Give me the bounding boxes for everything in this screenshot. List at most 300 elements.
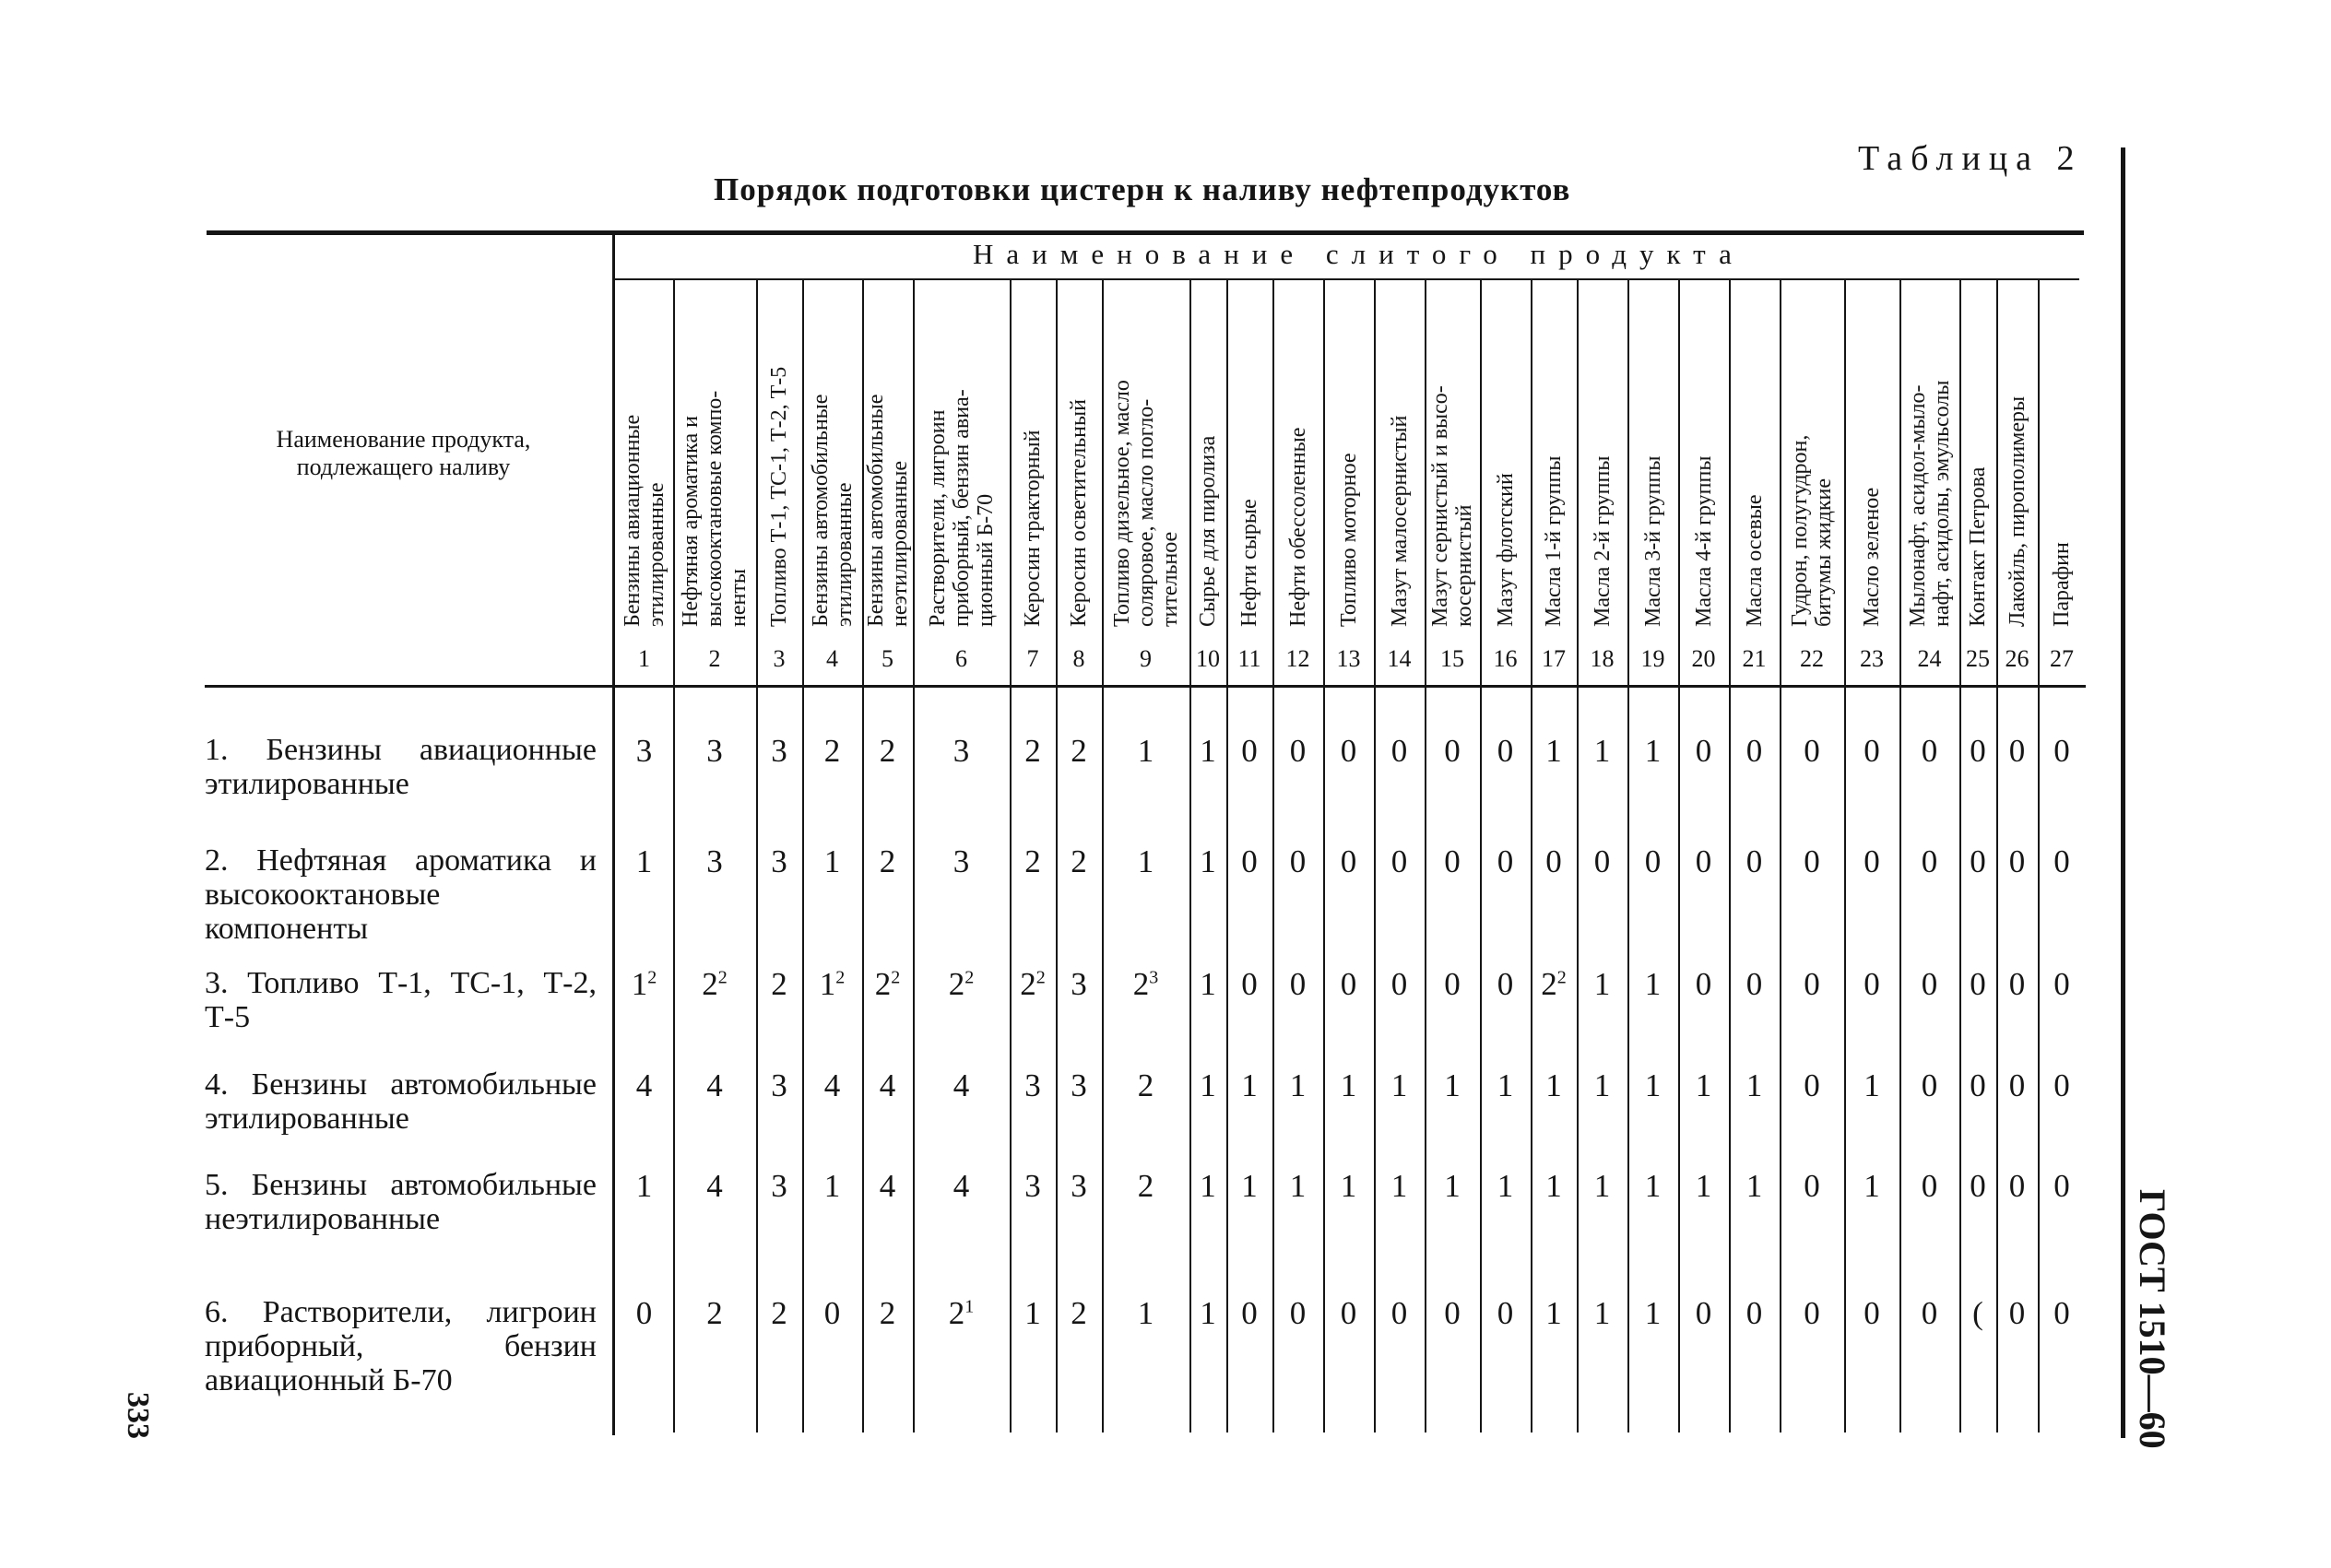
table-title: Порядок подготовки цистерн к наливу нефтепродуктов [714, 171, 1571, 207]
table-cell [673, 733, 756, 770]
table-cell [1226, 1295, 1272, 1332]
cell-value: 1 [1444, 1067, 1461, 1103]
column-header-24 [1906, 381, 1954, 627]
table-cell [1577, 1295, 1627, 1332]
table-cell [1323, 843, 1374, 880]
top-rule [207, 230, 2084, 235]
cell-value: 3 [706, 843, 723, 879]
table-cell [673, 1295, 756, 1332]
cell-value: 0 [2053, 1168, 2070, 1204]
table-cell [1678, 733, 1729, 770]
column-header-line: Нефти обессоленные [1285, 427, 1310, 627]
column-header-6 [926, 389, 998, 627]
table-cell [1272, 843, 1323, 880]
column-header-line: Масла 3-й группы [1640, 455, 1665, 627]
cell-value: 1 [631, 966, 648, 1002]
cell-value: 1 [1340, 1067, 1357, 1103]
cell-footnote-mark: 2 [717, 967, 728, 988]
column-number: 18 [1590, 645, 1615, 672]
cell-value: 1 [1593, 1168, 1611, 1204]
table-cell [615, 1295, 673, 1332]
table-cell [913, 1295, 1010, 1332]
cell-footnote-mark: 3 [1149, 967, 1159, 988]
cell-value: 0 [1804, 966, 1820, 1002]
cell-value: 0 [2053, 1067, 2070, 1103]
table-cell [615, 966, 673, 1003]
cell-value: 0 [1804, 1168, 1820, 1204]
cell-value: 0 [1241, 1295, 1258, 1331]
cell-value: 3 [771, 1067, 787, 1103]
table-cell [1102, 1295, 1189, 1332]
column-header-10 [1196, 436, 1220, 627]
column-number: 7 [1026, 645, 1039, 672]
table-cell [1374, 1067, 1425, 1104]
cell-value: 0 [1390, 966, 1408, 1002]
cell-value: 2 [874, 966, 892, 1002]
column-header-line: косернистый [1452, 504, 1476, 627]
cell-value: 0 [1444, 733, 1461, 769]
column-header-line: Сырье для пиролиза [1196, 435, 1220, 627]
table-cell [1010, 1295, 1056, 1332]
table-cell [1480, 966, 1531, 1003]
cell-value: 1 [1200, 843, 1216, 879]
cell-value: 0 [1390, 733, 1408, 769]
cell-value: 0 [1340, 966, 1357, 1002]
column-header-line: нафт, асидолы, эмульсолы [1929, 380, 1954, 627]
cell-value: 4 [879, 1067, 896, 1103]
table-cell [1102, 843, 1189, 880]
cell-value: 0 [2053, 966, 2070, 1002]
column-header-line: этилированные [644, 482, 669, 627]
cell-value: 3 [771, 733, 787, 769]
column-number: 24 [1917, 645, 1942, 672]
table-cell [2038, 1168, 2086, 1205]
cell-value: 1 [1864, 1067, 1880, 1103]
column-number: 20 [1691, 645, 1716, 672]
table-cell [1189, 1168, 1226, 1205]
table-cell [2038, 843, 2086, 880]
column-header-line: Мазут флотский [1493, 473, 1518, 627]
cell-value: 1 [1137, 843, 1154, 879]
table-cell [1102, 733, 1189, 770]
cell-value: 0 [2053, 733, 2070, 769]
cell-value: 0 [1921, 1295, 1938, 1331]
cell-value: 4 [706, 1168, 723, 1204]
column-header-line: Растворители, лигроин [925, 409, 950, 627]
table-cell [862, 843, 913, 880]
column-number: 19 [1640, 645, 1665, 672]
table-cell [1959, 843, 1996, 880]
table-cell [1226, 1067, 1272, 1104]
cell-value: 0 [1970, 1168, 1986, 1204]
cell-value: 1 [635, 843, 653, 879]
column-header-line: Мазут сернистый и высо- [1428, 385, 1452, 627]
table-cell [913, 1067, 1010, 1104]
cell-value: 1 [1593, 966, 1611, 1002]
column-header-line: Масла осевые [1742, 494, 1767, 627]
row-name: 5. Бензины автомобильные неэтилированные [205, 1168, 597, 1236]
cell-value: 2 [1024, 733, 1041, 769]
cell-value: 1 [1593, 1295, 1611, 1331]
cell-value: 1 [1200, 1168, 1216, 1204]
table-cell [1899, 843, 1959, 880]
table-cell [1425, 1067, 1480, 1104]
table-cell [1425, 733, 1480, 770]
table-cell [1102, 966, 1189, 1003]
standard-label: ГОСТ 1510—60 [2132, 1189, 2173, 1449]
column-header-27 [2050, 542, 2074, 627]
table-cell [1323, 733, 1374, 770]
cell-value: 0 [1745, 1295, 1763, 1331]
row-name: 4. Бензины автомобильные этилированные [205, 1067, 597, 1136]
table-cell [1272, 1168, 1323, 1205]
column-header-line: Бензины автомобильные [863, 394, 888, 627]
cell-value: 0 [1289, 733, 1307, 769]
table-cell [1531, 1168, 1577, 1205]
table-cell [1844, 1067, 1899, 1104]
cell-value: 0 [1804, 843, 1820, 879]
table-cell [1425, 966, 1480, 1003]
page-number: 333 [121, 1392, 155, 1439]
cell-value: 1 [1241, 1168, 1258, 1204]
cell-value: 0 [1745, 966, 1763, 1002]
table-cell [1996, 966, 2038, 1003]
table-cell [1374, 733, 1425, 770]
cell-value: 1 [1545, 733, 1562, 769]
cell-value: 1 [1644, 1067, 1662, 1103]
cell-value: 0 [1921, 966, 1938, 1002]
table-cell [862, 1295, 913, 1332]
column-header-line: соляровое, масло погло- [1133, 398, 1158, 627]
cell-value: 0 [1497, 966, 1514, 1002]
cell-value: 0 [1695, 1295, 1712, 1331]
table-cell [2038, 1295, 2086, 1332]
table-cell [756, 1168, 802, 1205]
table-cell [802, 843, 862, 880]
table-cell [1678, 1295, 1729, 1332]
column-header-26 [2006, 396, 2029, 627]
table-cell [1056, 1067, 1102, 1104]
table-cell [615, 843, 673, 880]
table-cell [2038, 966, 2086, 1003]
table-cell [673, 966, 756, 1003]
column-header-19 [1641, 456, 1665, 627]
table-cell [1959, 1067, 1996, 1104]
cell-value: 1 [1289, 1067, 1307, 1103]
cell-value: 2 [771, 966, 787, 1002]
cell-value: 0 [1497, 733, 1514, 769]
table-cell [1959, 733, 1996, 770]
table-cell [1374, 1168, 1425, 1205]
table-cell [1374, 966, 1425, 1003]
column-header-17 [1542, 456, 1566, 627]
cell-value: 0 [1545, 843, 1562, 879]
cell-value: 0 [1497, 843, 1514, 879]
table-cell [1678, 1168, 1729, 1205]
table-cell [1577, 733, 1627, 770]
cell-value: 3 [706, 733, 723, 769]
column-header-2 [679, 391, 751, 627]
column-header-18 [1591, 456, 1615, 627]
cell-value: 0 [1390, 1295, 1408, 1331]
row-name: 3. Топливо Т-1, ТС-1, Т-2, Т-5 [205, 966, 597, 1034]
table-cell [1226, 843, 1272, 880]
cell-footnote-mark: 2 [647, 967, 657, 988]
column-number: 11 [1237, 645, 1261, 672]
table-cell [862, 733, 913, 770]
cell-value: 1 [635, 1168, 653, 1204]
column-header-line: Топливо моторное [1336, 453, 1361, 627]
cell-value: 3 [1071, 966, 1087, 1002]
cell-footnote-mark: 2 [891, 967, 901, 988]
cell-value: 4 [953, 1067, 970, 1103]
column-header-line: Контакт Петрова [1966, 466, 1990, 627]
cell-value: 0 [2008, 966, 2026, 1002]
row-header: Наименование продукта, подлежащего наливу [276, 426, 531, 480]
cell-value: 3 [953, 733, 970, 769]
cell-value: 3 [1071, 1168, 1087, 1204]
column-number: 23 [1860, 645, 1884, 672]
column-header-line: Мылонафт, асидол-мыло- [1905, 384, 1930, 627]
column-header-15 [1428, 385, 1476, 627]
table-cell [1627, 1168, 1678, 1205]
cell-value: 0 [635, 1295, 653, 1331]
table-cell [1627, 843, 1678, 880]
cell-value: 0 [1695, 843, 1712, 879]
cell-value: 0 [1745, 843, 1763, 879]
cell-value: 0 [1444, 966, 1461, 1002]
cell-value: 4 [953, 1168, 970, 1204]
column-header-line: Мазут малосернистый [1387, 415, 1412, 627]
column-header-line: Масла 2-й группы [1590, 455, 1615, 627]
table-cell [1729, 733, 1780, 770]
table-cell [1844, 733, 1899, 770]
column-number: 3 [773, 645, 786, 672]
table-cell [1323, 1168, 1374, 1205]
table-cell [1959, 966, 1996, 1003]
table-cell [1899, 1168, 1959, 1205]
cell-value: 0 [1340, 843, 1357, 879]
table-cell [1959, 1168, 1996, 1205]
cell-value: 4 [879, 1168, 896, 1204]
column-header-16 [1494, 473, 1518, 627]
table-cell [1899, 1295, 1959, 1332]
table-cell [1531, 1067, 1577, 1104]
cell-value: 2 [1020, 966, 1036, 1002]
cell-value: 2 [1071, 733, 1087, 769]
column-header-line: высокооктановые компо- [703, 390, 727, 627]
row-name: 2. Нефтяная ароматика и высокооктановые компоненты [205, 843, 597, 946]
cell-value: 0 [1970, 733, 1986, 769]
table-cell [1780, 1295, 1844, 1332]
cell-value: 0 [1241, 733, 1258, 769]
table-cell [1996, 733, 2038, 770]
table-cell [1959, 1295, 1996, 1332]
cell-value: 2 [706, 1295, 723, 1331]
cell-footnote-mark: 2 [835, 967, 846, 988]
cell-value: 1 [1644, 1295, 1662, 1331]
table-cell [673, 1067, 756, 1104]
table-cell [1531, 966, 1577, 1003]
column-number: 4 [826, 645, 838, 672]
cell-value: 0 [1970, 843, 1986, 879]
table-cell [1010, 733, 1056, 770]
table-cell [802, 1067, 862, 1104]
cell-value: 1 [1695, 1067, 1712, 1103]
table-cell [1480, 1067, 1531, 1104]
table-cell [802, 733, 862, 770]
cell-value: 1 [1644, 733, 1662, 769]
table-cell [1056, 966, 1102, 1003]
table-label: Таблица 2 [1858, 139, 2083, 178]
cell-value: 0 [1745, 733, 1763, 769]
table-cell [1056, 843, 1102, 880]
cell-value: 0 [823, 1295, 841, 1331]
cell-value: 4 [635, 1067, 653, 1103]
cell-value: 3 [1071, 1067, 1087, 1103]
cell-value: 1 [1545, 1168, 1562, 1204]
column-number: 26 [2005, 645, 2029, 672]
cell-value: 0 [2053, 843, 2070, 879]
cell-value: 1 [1497, 1168, 1514, 1204]
table-cell [756, 843, 802, 880]
table-cell [673, 843, 756, 880]
table-cell [2038, 733, 2086, 770]
cell-value: 0 [1804, 1067, 1820, 1103]
cell-value: 1 [1200, 966, 1216, 1002]
table-cell [1425, 1168, 1480, 1205]
column-header-line: Нефти сырые [1237, 499, 1261, 627]
cell-value: 1 [1444, 1168, 1461, 1204]
column-header-line: Керосин тракторный [1021, 430, 1045, 627]
cell-value: 4 [823, 1067, 841, 1103]
table-cell [615, 733, 673, 770]
table-cell [1844, 1168, 1899, 1205]
table-cell [1189, 843, 1226, 880]
table-cell [1780, 733, 1844, 770]
table-cell [862, 1168, 913, 1205]
column-number: 16 [1493, 645, 1518, 672]
table-cell [1627, 733, 1678, 770]
cell-value: 0 [1390, 843, 1408, 879]
cell-value: 0 [1340, 733, 1357, 769]
cell-value: 2 [879, 1295, 896, 1331]
right-margin-rule [2121, 147, 2125, 1438]
group-header: Наименование слитого продукта [973, 238, 1745, 270]
table-cell [1226, 1168, 1272, 1205]
cell-value: 0 [1241, 843, 1258, 879]
group-rule [613, 278, 2079, 280]
table-cell [1577, 843, 1627, 880]
table-cell [1010, 1168, 1056, 1205]
column-header-line: Бензины автомобильные [808, 394, 833, 627]
table-cell [1780, 843, 1844, 880]
column-header-line: битумы жидкие [1812, 477, 1836, 627]
cell-value: 0 [1289, 1295, 1307, 1331]
table-cell [1189, 733, 1226, 770]
cell-value: 0 [2008, 843, 2026, 879]
cell-footnote-mark: 2 [1556, 967, 1567, 988]
cell-value: 0 [1864, 966, 1880, 1002]
column-number: 10 [1196, 645, 1220, 672]
column-header-14 [1388, 416, 1412, 627]
column-header-12 [1286, 428, 1310, 627]
column-number: 27 [2050, 645, 2074, 672]
cell-value: 1 [1644, 1168, 1662, 1204]
table-cell [1996, 1295, 2038, 1332]
table-cell [1996, 1067, 2038, 1104]
table-cell [913, 843, 1010, 880]
table-cell [802, 1295, 862, 1332]
table-cell [1627, 966, 1678, 1003]
table-cell [1323, 1295, 1374, 1332]
cell-value: 0 [1864, 733, 1880, 769]
column-header-20 [1692, 456, 1716, 627]
cell-value: 1 [1137, 1295, 1154, 1331]
table-cell [1226, 966, 1272, 1003]
cell-value: 0 [2008, 1067, 2026, 1103]
table-cell [1480, 1295, 1531, 1332]
cell-value: 1 [1545, 1067, 1562, 1103]
column-number: 9 [1140, 645, 1152, 672]
cell-value: 1 [1864, 1168, 1880, 1204]
column-header-23 [1860, 488, 1884, 627]
table-cell [1531, 1295, 1577, 1332]
cell-value: 0 [1921, 733, 1938, 769]
cell-value: 0 [1289, 843, 1307, 879]
table-cell [1480, 1168, 1531, 1205]
cell-value: 3 [771, 1168, 787, 1204]
column-number: 6 [955, 645, 967, 672]
cell-value: 1 [1200, 1295, 1216, 1331]
table-cell [1844, 966, 1899, 1003]
table-cell [1678, 966, 1729, 1003]
cell-value: 1 [819, 966, 836, 1002]
table-cell [1780, 966, 1844, 1003]
cell-value: 2 [823, 733, 841, 769]
table-cell [1010, 843, 1056, 880]
column-header-line: Масло зеленое [1860, 487, 1884, 627]
table-cell [1531, 843, 1577, 880]
header-bottom-rule [205, 685, 2086, 688]
table-cell [1729, 843, 1780, 880]
column-number: 15 [1440, 645, 1464, 672]
cell-value: 0 [1241, 966, 1258, 1002]
table-cell [1729, 1067, 1780, 1104]
table-cell [1729, 966, 1780, 1003]
column-number: 5 [882, 645, 893, 672]
cell-value: 2 [1137, 1067, 1154, 1103]
table-cell [1189, 1067, 1226, 1104]
table-cell [862, 1067, 913, 1104]
table-cell [756, 1067, 802, 1104]
table-cell [802, 966, 862, 1003]
column-number: 17 [1542, 645, 1566, 672]
cell-value: 3 [1024, 1067, 1041, 1103]
table-cell [802, 1168, 862, 1205]
cell-value: 1 [1593, 733, 1611, 769]
table-cell [1899, 966, 1959, 1003]
table-cell [756, 1295, 802, 1332]
column-number: 22 [1800, 645, 1824, 672]
cell-value: 1 [1390, 1067, 1408, 1103]
cell-value: 4 [706, 1067, 723, 1103]
table-cell [1323, 1067, 1374, 1104]
cell-value: 0 [1695, 733, 1712, 769]
table-cell [1577, 1168, 1627, 1205]
cell-value: 2 [1541, 966, 1557, 1002]
column-header-9 [1110, 380, 1182, 627]
